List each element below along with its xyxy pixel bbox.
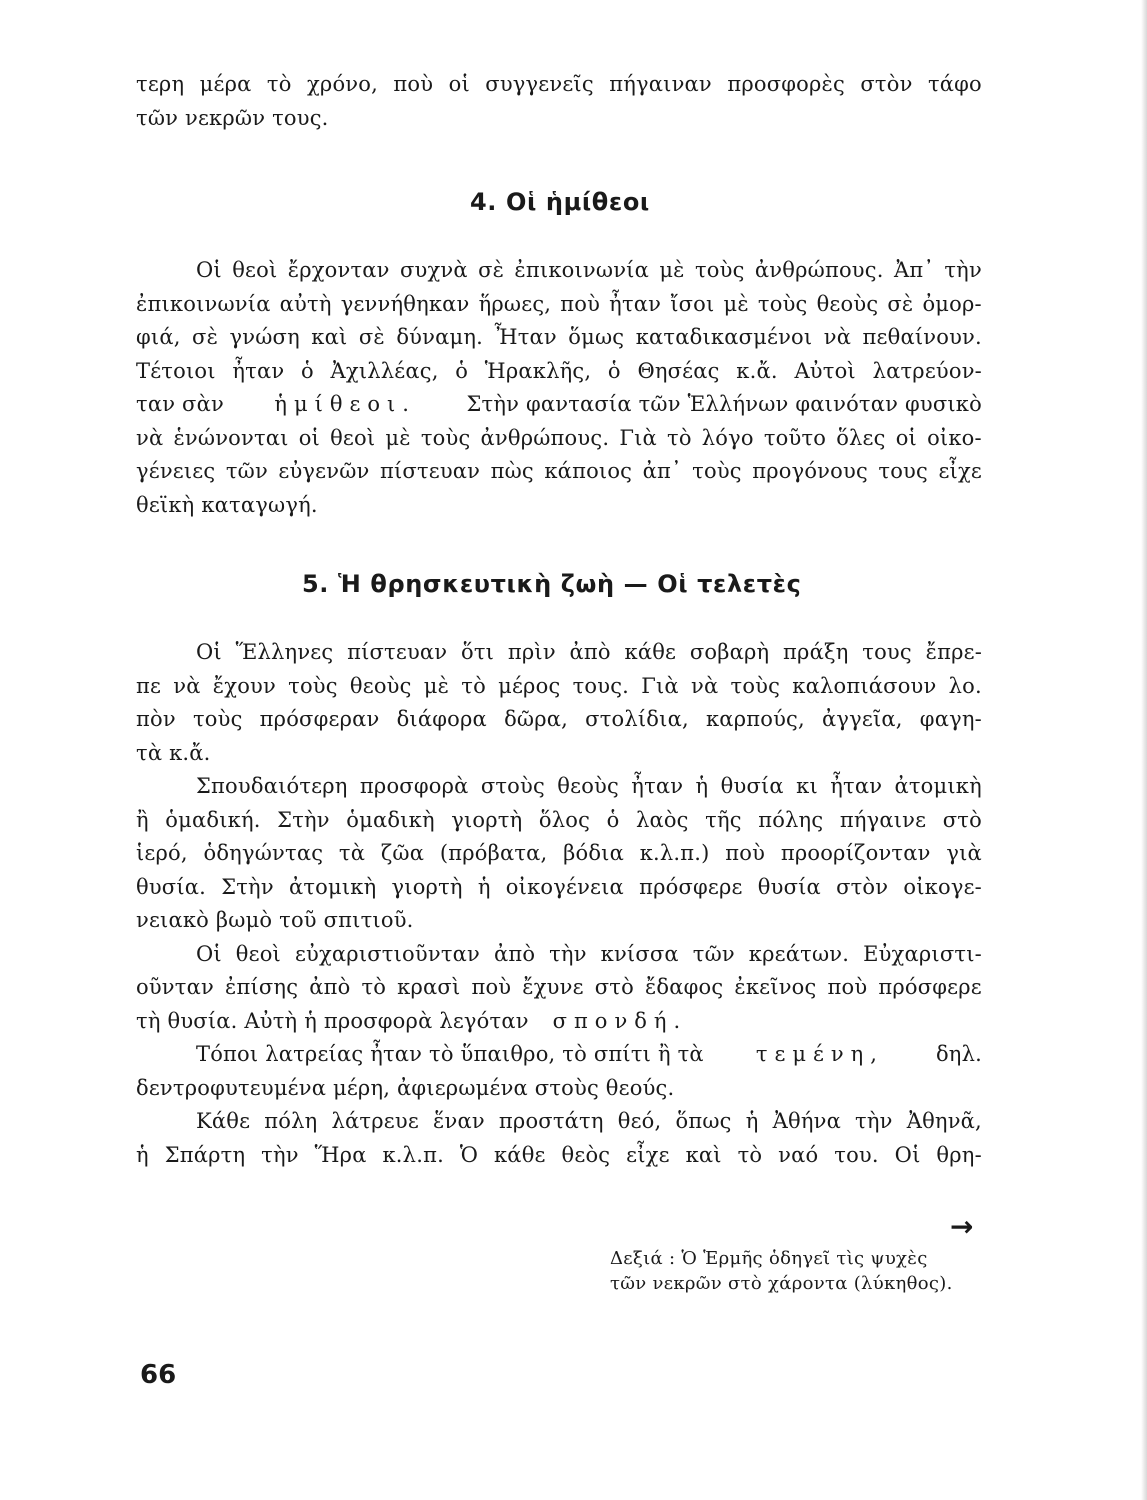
- word: ὁ: [301, 358, 314, 383]
- emphasized-term: σπονδή.: [552, 1008, 688, 1033]
- section-5-paragraph: [136, 636, 982, 1172]
- scan-edge-shadow: [1141, 0, 1147, 1500]
- word: ἀτομικὴ: [894, 774, 982, 798]
- word: Ἡρακλῆς,: [484, 358, 592, 383]
- word: ἔχουν: [212, 673, 276, 698]
- word: τοῦτο: [763, 425, 827, 450]
- section-4-paragraph: [136, 254, 982, 522]
- word: ἱερό,: [136, 841, 188, 865]
- word: πρὶν: [507, 640, 556, 664]
- word: ὁδηγώντας: [203, 841, 324, 865]
- section-title: 4. Οἱ ἡμίθεοι: [470, 188, 650, 216]
- word: ὁμαδική.: [165, 807, 261, 832]
- word: θυσία.: [136, 874, 207, 899]
- word: γνώση: [229, 325, 300, 349]
- word: λάτρευε: [331, 1109, 419, 1133]
- word: Οἱ: [196, 640, 222, 664]
- caption-line: Δεξιά : Ὁ Ἑρμῆς ὁδηγεῖ τὶς ψυχὲς: [610, 1248, 928, 1269]
- word: προσφορὰ: [359, 774, 469, 798]
- word: εὐχαριστιοῦνταν: [294, 941, 480, 966]
- word: βόδια: [563, 841, 624, 865]
- word: στολίδια,: [585, 707, 689, 731]
- word: τὴν: [944, 258, 982, 282]
- word: λαὸς: [635, 807, 689, 832]
- word: ὁ: [455, 358, 469, 383]
- word: στὸν: [860, 72, 913, 96]
- word: ἀπὸ: [309, 975, 351, 999]
- section-title: 5. Ἡ θρησκευτικὴ ζωὴ — Οἱ τελετὲς: [302, 570, 802, 598]
- word: πρόσφεραν: [259, 707, 380, 731]
- word: Ἥρα: [314, 1142, 367, 1167]
- word: του.: [834, 1142, 879, 1167]
- text-fragment: Στὴν φαντασία τῶν Ἑλλήνων φαινόταν φυσικὸ: [466, 392, 982, 416]
- word: ζῶα: [380, 841, 425, 865]
- word: ἀπὸ: [493, 941, 536, 966]
- word: λατρεύον-: [872, 358, 982, 383]
- word: πὸν: [136, 707, 176, 731]
- word: συχνὰ: [399, 258, 468, 282]
- word: οἱ: [298, 425, 320, 450]
- word: τοὺς: [420, 425, 471, 450]
- word: θεοὺς: [816, 291, 879, 316]
- word: γιὰ: [946, 841, 982, 865]
- word: προορίζονταν: [780, 841, 931, 865]
- word: ἦταν: [631, 774, 684, 798]
- word: Στὴν: [277, 807, 330, 832]
- word: τοὺς: [192, 707, 243, 731]
- word: Οἱ: [894, 1142, 921, 1167]
- word: λο.: [948, 673, 982, 698]
- word: τῶν: [692, 941, 735, 966]
- word: μὲ: [659, 258, 685, 282]
- text-line: τὰ κ.ἄ.: [136, 740, 211, 765]
- text-line: [136, 355, 982, 389]
- word: γένειες: [136, 459, 216, 483]
- word: τους: [878, 459, 928, 483]
- word: εἶχε: [626, 1142, 670, 1167]
- word: πήγαινε: [839, 807, 927, 832]
- word: τερη: [136, 72, 185, 96]
- word: θεοὶ: [235, 941, 281, 966]
- word: καὶ: [311, 325, 348, 349]
- word: κι: [796, 774, 818, 798]
- word: ἀνθρώπους.: [480, 425, 610, 450]
- word: ἐπικοινωνία: [136, 291, 271, 316]
- word: τὸ: [361, 975, 387, 999]
- text-line: [136, 321, 982, 355]
- word: Τέτοιοι: [136, 358, 216, 383]
- word: θυσία: [720, 774, 784, 798]
- word: πόλη: [264, 1109, 318, 1133]
- word: πρόσφερε: [639, 874, 743, 899]
- word: οἰκο-: [927, 425, 982, 450]
- word: ἐπικοινωνία: [514, 258, 649, 282]
- word: ἡ: [136, 1142, 149, 1167]
- word: σὲ: [192, 325, 219, 349]
- word: ὁ: [607, 358, 621, 383]
- word: ἀγγεῖα,: [822, 707, 903, 731]
- word: θεοὶ: [232, 258, 278, 282]
- word: τοὺς: [757, 291, 808, 316]
- word: τὸ: [737, 1142, 763, 1167]
- word: γιορτὴ: [391, 874, 463, 899]
- text-line: νειακὸ βωμὸ τοῦ σπιτιοῦ.: [136, 908, 414, 932]
- word: προστάτη: [498, 1109, 604, 1133]
- word: τοὺς: [694, 258, 745, 282]
- word: Ἀχιλλέας,: [330, 358, 439, 383]
- word: ὅτι: [461, 640, 495, 664]
- word: Οἱ: [196, 258, 222, 282]
- word: στὸν: [836, 874, 889, 899]
- word: λόγο: [701, 425, 754, 450]
- word: γεννήθηκαν: [340, 291, 470, 316]
- word: τὴν: [261, 1142, 299, 1167]
- word: τοὺς: [288, 673, 338, 698]
- word: αὐτὴ: [279, 291, 332, 316]
- word: ποὺ: [471, 975, 512, 999]
- word: κρασὶ: [397, 975, 461, 999]
- word: Στὴν: [221, 874, 274, 899]
- word: μὲ: [423, 673, 450, 698]
- word: Ἕλληνες: [235, 640, 334, 664]
- right-arrow-icon: →: [950, 1210, 974, 1243]
- text-fragment: Τόποι λατρείας ἦταν τὸ ὕπαιθρο, τὸ σπίτι ἢ τὰ: [196, 1042, 704, 1066]
- word: καὶ: [685, 1142, 722, 1167]
- word: τὰ: [338, 841, 366, 865]
- word: ὅμως: [568, 325, 625, 349]
- text-line: [136, 1139, 982, 1173]
- emphasized-term: ἡμίθεοι.: [274, 392, 416, 416]
- page-number: 66: [140, 1360, 177, 1390]
- text-line: [136, 938, 982, 972]
- word: μὲ: [385, 425, 411, 450]
- word: τῶν: [225, 459, 268, 483]
- text-line: [136, 254, 982, 288]
- word: ἴσοι: [670, 291, 715, 316]
- word: κάθε: [624, 640, 677, 664]
- word: Θησέας: [637, 358, 720, 383]
- word: σὲ: [887, 291, 914, 316]
- word: ἐπίσης: [224, 975, 299, 999]
- word: τῆς: [705, 807, 742, 832]
- word: τάφο: [927, 72, 982, 96]
- word: πρόσφερε: [878, 975, 982, 999]
- word: ἡ: [695, 774, 709, 798]
- word: ποὺ: [560, 291, 601, 316]
- word: ἦταν: [232, 358, 285, 383]
- word: ποὺ: [725, 841, 766, 865]
- word: Γιὰ: [641, 673, 679, 698]
- word: ἀπὸ: [569, 640, 611, 664]
- text-fragment: δηλ.: [935, 1042, 982, 1066]
- text-line: [136, 68, 982, 102]
- word: νὰ: [690, 673, 719, 698]
- word: οἱ: [895, 425, 917, 450]
- word: τὸ: [266, 72, 292, 96]
- word: ἀνθρώπους.: [754, 258, 884, 282]
- word: θεοὺς: [557, 774, 619, 798]
- word: κάποιος: [544, 459, 633, 483]
- word: μὲ: [723, 291, 749, 316]
- word: ἀτομικὴ: [288, 874, 377, 899]
- word: Εὐχαριστι-: [863, 941, 982, 966]
- word: οἰκογε-: [903, 874, 982, 899]
- word: ἦταν: [830, 774, 883, 798]
- word: δῶρα,: [504, 707, 569, 731]
- word: (πρόβατα,: [439, 841, 548, 865]
- word: δύναμη.: [396, 325, 483, 349]
- word: τὴν: [549, 941, 587, 966]
- word: νὰ: [173, 673, 201, 698]
- text-line: [136, 670, 982, 704]
- text-line: [136, 871, 982, 905]
- word: εὐγενῶν: [278, 459, 370, 483]
- word: τὸ: [667, 425, 692, 450]
- word: σὲ: [478, 258, 505, 282]
- word: τὴν: [855, 1109, 893, 1133]
- text-line: τῶν νεκρῶν τους.: [136, 105, 329, 130]
- word: εἶχε: [938, 459, 982, 483]
- word: κρεάτων.: [748, 941, 850, 966]
- word: ἕναν: [433, 1109, 485, 1133]
- word: ἡ: [745, 1109, 759, 1133]
- word: ἔπρε-: [925, 640, 982, 664]
- text-line: [136, 388, 982, 422]
- word: Σπουδαιότερη: [196, 774, 348, 798]
- word: ὁμαδικὴ: [346, 807, 435, 832]
- word: προγόνους: [752, 459, 868, 483]
- word: σὲ: [358, 325, 385, 349]
- intro-paragraph: [136, 68, 982, 135]
- caption-line: τῶν νεκρῶν στὸ χάροντα (λύκηθος).: [610, 1273, 953, 1294]
- text-fragment: τὴ θυσία. Αὐτὴ ἡ προσφορὰ λεγόταν: [136, 1008, 529, 1033]
- word: φαγη-: [919, 707, 982, 731]
- word: θεοὺς: [349, 673, 412, 698]
- word: ἔχυνε: [522, 975, 584, 999]
- text-line: θεϊκὴ καταγωγή.: [136, 492, 318, 517]
- word: οῦνταν: [136, 975, 214, 999]
- word: ἥρωες,: [478, 291, 552, 316]
- word: στὸ: [942, 807, 982, 832]
- text-line: [136, 770, 982, 804]
- word: μέρα: [199, 72, 252, 96]
- word: Κάθε: [196, 1109, 251, 1133]
- word: Αὐτοὶ: [794, 358, 856, 383]
- word: κνίσσα: [600, 941, 679, 966]
- word: στοὺς: [480, 774, 545, 798]
- word: νὰ: [823, 325, 852, 349]
- word: Ἦταν: [494, 325, 557, 349]
- word: τους: [862, 640, 912, 664]
- word: ποὺ: [827, 975, 868, 999]
- word: διάφορα: [396, 707, 487, 731]
- word: ὅλες: [836, 425, 886, 450]
- word: θυσία: [757, 874, 821, 899]
- word: πεθαίνουν.: [862, 325, 982, 349]
- word: ἢ: [136, 807, 149, 832]
- text-line: [136, 636, 982, 670]
- text-line: [136, 422, 982, 456]
- text-line: [136, 455, 982, 489]
- word: καλοπιάσουν: [792, 673, 937, 698]
- text-line: [136, 971, 982, 1005]
- word: τοὺς: [730, 673, 781, 698]
- word: Γιὰ: [619, 425, 657, 450]
- text-line: [136, 804, 982, 838]
- word: θρη-: [936, 1142, 982, 1167]
- word: καταδικασμένοι: [635, 325, 813, 349]
- word: κ.λ.π.): [639, 841, 710, 865]
- word: θεό,: [617, 1109, 662, 1133]
- word: οἰκογένεια: [505, 874, 624, 899]
- word: νὰ: [136, 425, 164, 450]
- word: στὸ: [594, 975, 634, 999]
- word: ὅλος: [538, 807, 591, 832]
- word: ναό: [778, 1142, 819, 1167]
- text-line: [136, 1005, 982, 1039]
- emphasized-term: τεμένη,: [755, 1042, 884, 1066]
- word: ὁ: [606, 807, 620, 832]
- word: ἔδαφος: [644, 975, 724, 999]
- word: Ἀπ᾿: [893, 258, 935, 282]
- word: πὼς: [490, 459, 534, 483]
- word: μέρος: [498, 673, 561, 698]
- word: Οἱ: [196, 941, 222, 966]
- word: γιορτὴ: [451, 807, 523, 832]
- word: κ.λ.π.: [382, 1142, 444, 1167]
- word: ἐκεῖνος: [734, 975, 817, 999]
- text-line: [136, 288, 982, 322]
- word: πε: [136, 673, 162, 698]
- word: πράξη: [783, 640, 849, 664]
- word: καρπούς,: [705, 707, 805, 731]
- text-line: [136, 1038, 982, 1072]
- word: θεὸς: [561, 1142, 611, 1167]
- word: φιά,: [136, 325, 181, 349]
- word: ἀπ᾿: [642, 459, 682, 483]
- text-line: [136, 837, 982, 871]
- word: ὀμορ-: [922, 291, 982, 316]
- text-fragment: ταν σὰν: [136, 392, 224, 416]
- word: χρόνο,: [306, 72, 378, 96]
- text-line: [136, 703, 982, 737]
- word: ἑνώνονται: [173, 425, 289, 450]
- word: τοὺς: [692, 459, 742, 483]
- text-line: δεντροφυτευμένα μέρη, ἀφιερωμένα στοὺς θεούς.: [136, 1075, 675, 1100]
- word: κ.ἄ.: [736, 358, 778, 383]
- word: πήγαιναν: [609, 72, 712, 96]
- text-line: [136, 1105, 982, 1139]
- word: προσφορὲς: [727, 72, 845, 96]
- word: ἡ: [477, 874, 491, 899]
- word: τὸ: [461, 673, 486, 698]
- word: ἦταν: [609, 291, 662, 316]
- word: Ὁ: [459, 1142, 479, 1167]
- word: πίστευαν: [379, 459, 481, 483]
- word: Σπάρτη: [164, 1142, 246, 1167]
- word: σοβαρὴ: [689, 640, 770, 664]
- word: θεοὶ: [330, 425, 376, 450]
- word: Ἀθήνα: [772, 1109, 841, 1133]
- word: οἱ: [448, 72, 470, 96]
- word: πίστευαν: [347, 640, 448, 664]
- word: ἔρχονταν: [287, 258, 390, 282]
- figure-caption: [610, 1246, 978, 1296]
- word: Ἀθηνᾶ,: [906, 1109, 982, 1133]
- word: συγγενεῖς: [485, 72, 594, 96]
- word: τους.: [572, 673, 630, 698]
- word: ὅπως: [675, 1109, 732, 1133]
- word: ποὺ: [393, 72, 434, 96]
- word: πόλης: [758, 807, 824, 832]
- word: κάθε: [493, 1142, 546, 1167]
